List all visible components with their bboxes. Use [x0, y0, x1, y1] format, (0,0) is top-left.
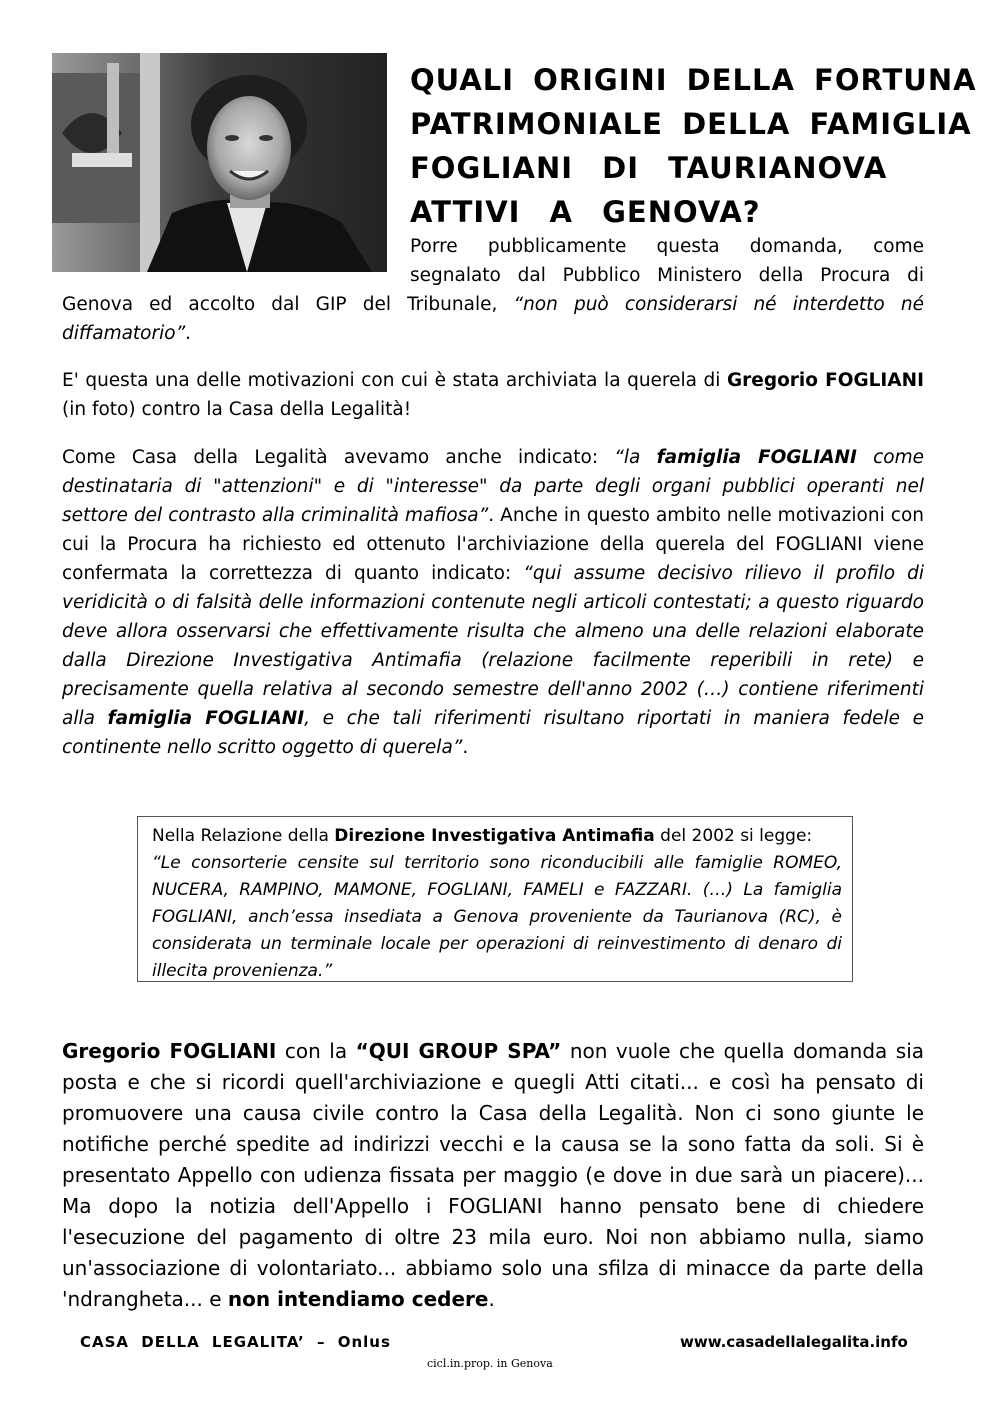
quote-citation: “Le consorterie censite sul territorio sono riconducibili alle famiglie ROMEO, NUCERA, RAMPINO, MAMONE, FOGLIANI, FAMELI e FAZZARI. (…) La famiglia FOGLIANI, anch’essa insediata a Genova proveniente da Taurianova (RC), è considerata un terminale locale per operazioni di reinvestimento di denaro di illecita provenienza.”	[152, 853, 842, 981]
motivations-paragraph	[62, 443, 924, 762]
intro-line-2: segnalato dal Pubblico Ministero della Procura di	[410, 265, 924, 286]
headline-line-2: PATRIMONIALE DELLA FAMIGLIA	[410, 107, 972, 141]
quote-text-1: Nella Relazione della	[152, 826, 335, 846]
closing-name: Gregorio FOGLIANI	[62, 1039, 277, 1063]
closing-company: “QUI GROUP SPA”	[355, 1039, 562, 1063]
archive-name: Gregorio FOGLIANI	[726, 370, 924, 391]
archive-text-1: E' questa una delle motivazioni con cui è stata archiviata la querela di	[62, 370, 727, 391]
intro-text: Genova ed accolto dal GIP del Tribunale,	[62, 294, 514, 315]
motivations-italic-3: “qui assume decisivo rilievo il profilo di veridicità o di falsità delle informazioni contenute negli articoli contestati; a questo riguardo deve allora osservarsi che effettivamente risulta che almeno una delle relazioni elaborate dalla Direzione Investigativa Antimafia (relazione facilmente reperibili in rete) e precisamente quella relativa al secondo semestre dell'anno 2002 (…) contiene riferimenti alla	[62, 563, 924, 729]
footer-organization: CASA DELLA LEGALITA’ – Onlus	[80, 1333, 391, 1351]
footer-website[interactable]: www.casadellalegalita.info	[680, 1333, 908, 1351]
closing-text-1: con la	[276, 1039, 356, 1063]
motivations-italic-1: “la	[614, 447, 657, 468]
intro-end: .	[185, 323, 192, 344]
headline-line-1: QUALI ORIGINI DELLA FORTUNA	[410, 63, 977, 97]
closing-paragraph	[62, 1036, 924, 1315]
motivations-text-1: Come Casa della Legalità avevamo anche indicato:	[62, 447, 615, 468]
archive-paragraph	[62, 366, 924, 424]
motivations-family-2: famiglia FOGLIANI	[107, 708, 305, 729]
intro-quote: “non può considerarsi né interdetto né diffamatorio”	[62, 294, 924, 344]
intro-paragraph	[62, 290, 924, 348]
motivations-text-3: .	[462, 737, 469, 758]
closing-text-2: non vuole che quella domanda sia posta e che si ricordi quell'archiviazione e quegli Atti citati... e così ha pensato di promuovere una causa civile contro la Casa della Legalità. Non ci sono giunte le notifiche perché spedite ad indirizzi vecchi e la causa se la sono fatta da soli. Si è presentato Appello con udienza fissata per maggio (e dove in due sarà un piacere)... Ma dopo la notizia dell'Appello i FOGLIANI hanno pensato bene di chiedere l'esecuzione del pagamento di oltre 23 mila euro. Noi non abbiamo nulla, siamo un'associazione di volontariato... abbiamo solo una sfilza di minacce da parte della 'ndrangheta... e	[62, 1039, 925, 1311]
motivations-italic-2: come destinataria di "attenzioni" e di "interesse" da parte degli organi pubblici operanti nel settore del contrasto alla criminalità mafiosa”	[62, 447, 925, 526]
dia-quote-box	[137, 816, 853, 982]
closing-text-3: .	[488, 1287, 495, 1311]
headline-line-4: ATTIVI A GENOVA?	[410, 195, 761, 229]
motivations-text-2: . Anche in questo ambito nelle motivazioni con cui la Procura ha richiesto ed ottenuto l'archiviazione della querela del FOGLIANI viene confermata la correttezza di quanto indicato:	[62, 505, 925, 584]
closing-statement: non intendiamo cedere	[227, 1287, 489, 1311]
portrait-image	[52, 53, 387, 272]
portrait-photo	[52, 53, 387, 272]
footer-print-note: cicl.in.prop. in Genova	[427, 1357, 553, 1370]
archive-text-2: (in foto) contro la Casa della Legalità!	[62, 399, 412, 420]
headline-line-3: FOGLIANI DI TAURIANOVA	[410, 151, 888, 185]
intro-line-1: Porre pubblicamente questa domanda, come	[410, 236, 924, 257]
quote-agency: Direzione Investigativa Antimafia	[334, 826, 655, 846]
headline	[410, 58, 977, 234]
motivations-family-1: famiglia FOGLIANI	[656, 447, 857, 468]
motivations-italic-4: , e che tali riferimenti risultano riportati in maniera fedele e continente nello scritto oggetto di querela”	[62, 708, 924, 758]
quote-text-2: del 2002 si legge:	[654, 826, 813, 846]
